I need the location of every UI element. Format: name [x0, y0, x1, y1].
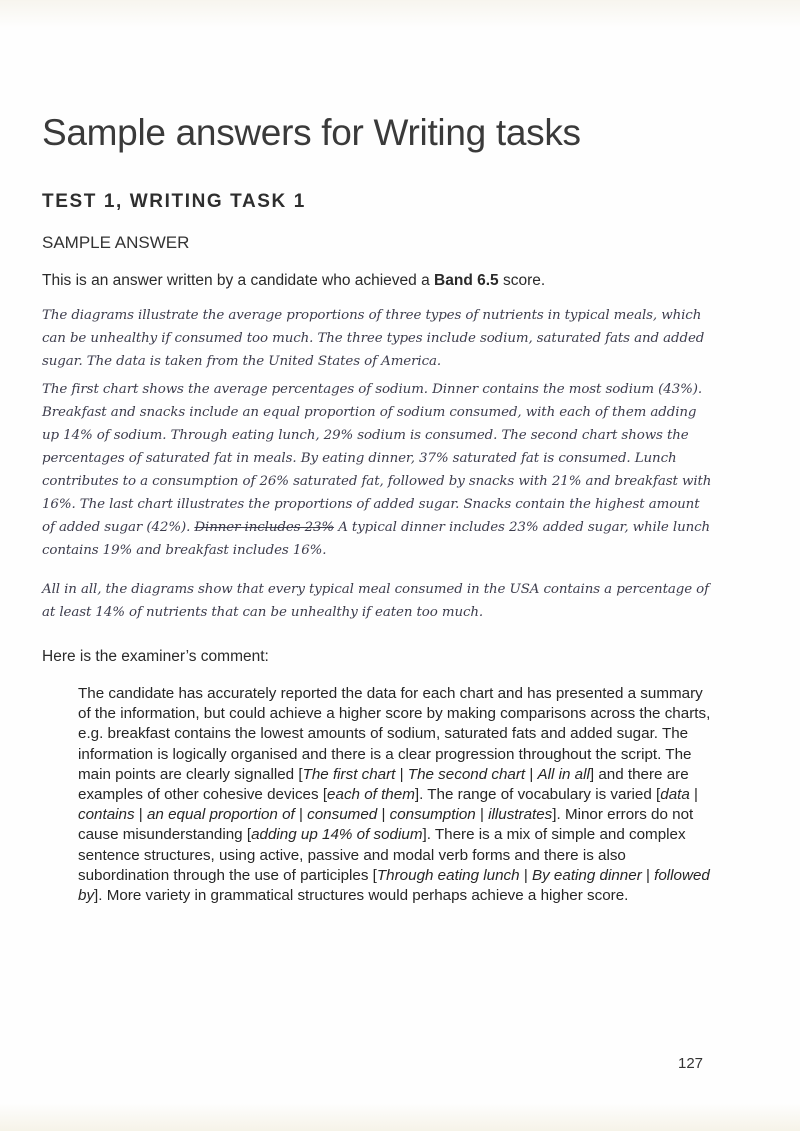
comment-text: ]. Minor errors do not cause misunderstanding [ [78, 806, 694, 844]
intro-text [42, 272, 545, 290]
comment-text: ]. There is a mix of simple and complex sentence structures, using active, passive and modal verb forms and there is also subordination through the use of participles [ [78, 826, 686, 884]
comment-example: an equal proportion of [146, 806, 295, 824]
comment-example: All in all [537, 765, 590, 783]
comment-text: ]. More variety in grammatical structures would perhaps achieve a higher score. [94, 887, 629, 905]
comment-separator: | [395, 765, 408, 783]
comment-example: Through eating lunch [376, 866, 520, 884]
sample-answer-heading: SAMPLE ANSWER [42, 233, 190, 252]
band-score: Band 6.5 [434, 272, 499, 289]
comment-separator: | [294, 806, 308, 824]
comment-separator: | [134, 806, 147, 824]
comment-text: ] and there are examples of other cohesive devices [ [78, 765, 689, 804]
comment-separator: | [689, 786, 698, 804]
comment-example: each of them [327, 786, 415, 804]
comment-text: The candidate has accurately reported the data for each chart and has presented a summary of the information, but could achieve a higher score by making comparisons across the charts, e.g. breakfast contains the lowest amounts of sodium, saturated fats and added sugar. The information is logically organised and there is a clear progression throughout the script. The main points are clearly signalled [ [78, 685, 711, 783]
comment-example: The first chart [302, 765, 396, 783]
comment-example: The second chart [407, 765, 526, 783]
comment-example: illustrates [488, 806, 553, 824]
intro-before: This is an answer written by a candidate who achieved a [42, 272, 435, 289]
comment-example: By eating dinner [531, 866, 642, 884]
answer-paragraph-2 [42, 378, 714, 562]
comment-example: data [660, 786, 690, 804]
intro-after: score. [498, 272, 546, 289]
comment-separator: | [641, 866, 655, 884]
comment-example: consumed [307, 806, 378, 824]
answer-p2-text: The first chart shows the average percentages of sodium. Dinner contains the most sodium (43%). Breakfast and snacks include an equal proportion of sodium consumed, with each of them adding up 14% of sodium. Through eating lunch, 29% sodium is consumed. The second chart shows the percentages of saturated fat in meals. By eating dinner, 37% saturated fat is consumed. Lunch contributes to a consumption of 26% saturated fat, followed by snacks with 21% and breakfast with 16%. The last chart illustrates the proportions of added sugar. Snacks contain the highest amount of added sugar (42%). [42, 382, 712, 535]
page-title: Sample answers for Writing tasks [42, 112, 581, 153]
comment-example: adding up 14% of sodium [251, 826, 423, 844]
answer-paragraph-3: All in all, the diagrams show that every typical meal consumed in the USA contains a percentage of at least 14% of nutrients that can be unhealthy if eaten too much. [42, 582, 710, 620]
answer-paragraph-1: The diagrams illustrate the average proportions of three types of nutrients in typical meals, which can be unhealthy if consumed too much. The three types include sodium, saturated fats and added sugar. The data is taken from the United States of America. [42, 308, 705, 369]
comment-example: followed by [78, 866, 710, 905]
comment-separator: | [475, 806, 489, 824]
comment-separator: | [519, 866, 532, 884]
page-number: 127 [678, 1055, 704, 1072]
test-heading: TEST 1, WRITING TASK 1 [42, 191, 306, 212]
comment-separator: | [377, 806, 390, 824]
examiner-comment [78, 684, 718, 906]
page-bottom-edge [0, 1103, 800, 1131]
comment-example: contains [78, 806, 135, 824]
struck-out-text: Dinner includes 23% [194, 520, 335, 535]
comment-text: ]. The range of vocabulary is varied [ [414, 786, 661, 804]
page-top-edge [0, 0, 800, 28]
comment-example: consumption [389, 806, 476, 824]
examiner-comment-label: Here is the examiner’s comment: [42, 648, 269, 665]
answer-p2-continued: A typical dinner includes 23% added sugar, while lunch contains 19% and breakfast includes 16%. [42, 520, 711, 558]
comment-separator: | [525, 765, 538, 783]
